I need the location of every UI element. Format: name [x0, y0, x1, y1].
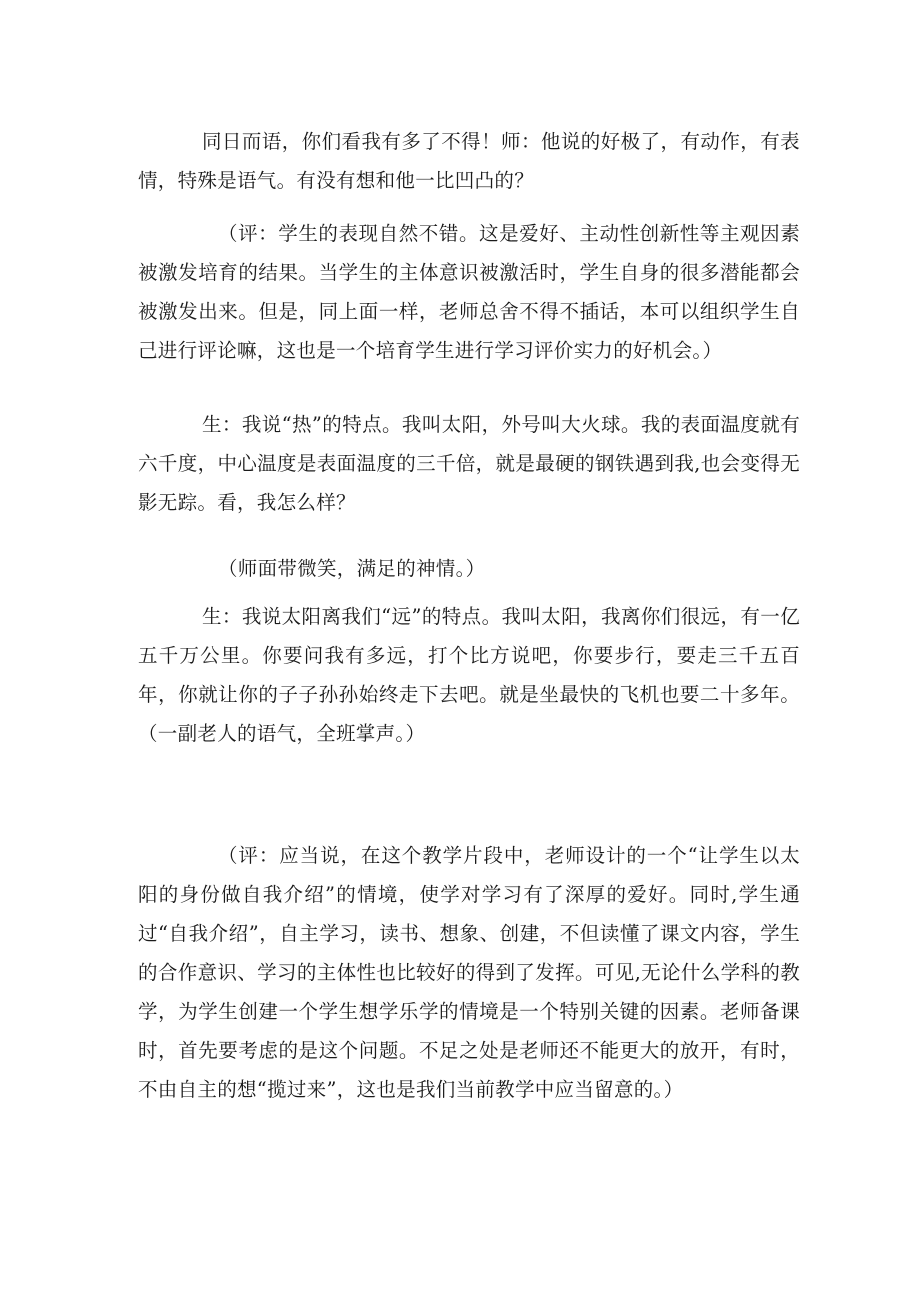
paragraph-teacher-reaction: （师面带微笑，满足的神情。） — [218, 557, 486, 580]
paragraph-student-heat: 生：我说“热”的特点。我叫太阳，外号叫大火球。我的表面温度就有六千度，中心温度是表面温度的三千倍，就是最硬的钢铁遇到我,也会变得无影无踪。看，我怎么样？ — [138, 413, 800, 514]
paragraph-continuation: 同日而语，你们看我有多了不得！师：他说的好极了，有动作，有表情，特殊是语气。有没有想和他一比凹凸的？ — [138, 130, 800, 192]
paragraph-commentary-2: （评：应当说，在这个教学片段中，老师设计的一个“让学生以太阳的身份做自我介绍”的情境，使学对学习有了深厚的爱好。同时,学生通过“自我介绍”，自主学习，读书、想象、创建，不但读懂了课文内容，学生的合作意识、学习的主体性也比较好的得到了发挥。可见,无论什么学科的教学，为学生创建一个学生想学乐学的情境是一个特别关键的因素。老师备课时，首先要考虑的是这个问题。不足之处是老师还不能更大的放开，有时，不由自主的想“揽过来”，这也是我们当前教学中应当留意的。） — [138, 844, 800, 1101]
paragraph-student-distance: 生：我说太阳离我们“远”的特点。我叫太阳，我离你们很远，有一亿五千万公里。你要问我有多远，打个比方说吧，你要步行，要走三千五百年，你就让你的子子孙孙始终走下去吧。就是坐最快的飞机也要二十多年。（一副老人的语气，全班掌声。） — [138, 605, 800, 745]
paragraph-commentary-1: （评：学生的表现自然不错。这是爱好、主动性创新性等主观因素被激发培育的结果。当学生的主体意识被激活时，学生自身的很多潜能都会被激发出来。但是，同上面一样，老师总舍不得不插话，本可以组织学生自己进行评论嘛，这也是一个培育学生进行学习评价实力的好机会。） — [138, 222, 800, 362]
